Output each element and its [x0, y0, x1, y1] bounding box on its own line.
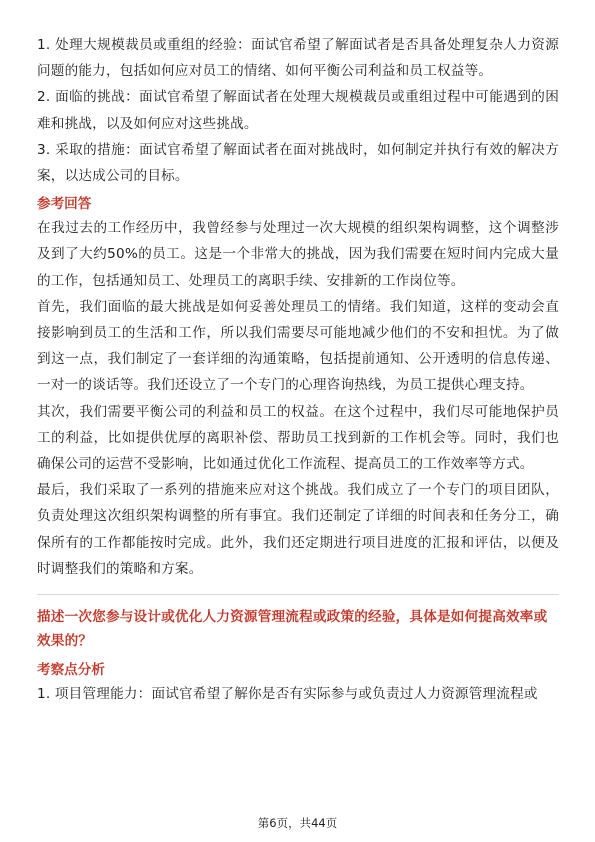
section-divider — [37, 594, 559, 595]
analysis-heading: 考察点分析 — [37, 662, 105, 679]
answer-paragraph: 在我过去的工作经历中，我曾经参与处理过一次大规模的组织架构调整，这个调整涉及到了大约50%的员工。这是一个非常大的挑战，因为我们需要在短时间内完成大量的工作，包括通知员工、处理员工的离职手续、安排新的工作岗位等。 — [37, 220, 559, 289]
list-item-experience: 1. 处理大规模裁员或重组的经验：面试官希望了解面试者是否具备处理复杂人力资源问题的能力，包括如何应对员工的情绪、如何平衡公司利益和员工权益等。 — [37, 37, 559, 80]
question-title: 描述一次您参与设计或优化人力资源管理流程或政策的经验，具体是如何提高效率或效果的？ — [37, 609, 548, 650]
document-page — [37, 32, 559, 707]
list-item-measures: 3. 采取的措施：面试官希望了解面试者在面对挑战时，如何制定并执行有效的解决方案，以达成公司的目标。 — [37, 141, 559, 185]
answer-paragraph: 其次，我们需要平衡公司的利益和员工的权益。在这个过程中，我们尽可能地保护员工的利益，比如提供优厚的离职补偿、帮助员工找到新的工作机会等。同时，我们也确保公司的运营不受影响，比如通过优化工作流程、提高员工的工作效率等方式。 — [37, 403, 559, 473]
answer-heading: 参考回答 — [37, 196, 92, 213]
list-item-challenges: 2. 面临的挑战：面试官希望了解面试者在处理大规模裁员或重组过程中可能遇到的困难和挑战，以及如何应对这些挑战。 — [37, 89, 559, 132]
page-footer: 第6页，共44页 — [257, 816, 338, 830]
answer-paragraph: 最后，我们采取了一系列的措施来应对这个挑战。我们成立了一个专门的项目团队，负责处理这次组织架构调整的所有事宜。我们还制定了详细的时间表和任务分工，确保所有的工作都能按时完成。此外，我们还定期进行项目进度的汇报和评估，以便及时调整我们的策略和方案。 — [37, 482, 559, 577]
analysis-item: 1. 项目管理能力：面试官希望了解你是否有实际参与或负责过人力资源管理流程或 — [37, 686, 538, 703]
answer-paragraph: 首先，我们面临的最大挑战是如何妥善处理员工的情绪。我们知道，这样的变动会直接影响到员工的生活和工作，所以我们需要尽可能地减少他们的不安和担忧。为了做到这一点，我们制定了一套详细的沟通策略，包括提前通知、公开透明的信息传递、一对一的谈话等。我们还设立了一个专门的心理咨询热线，为员工提供心理支持。 — [37, 298, 559, 394]
